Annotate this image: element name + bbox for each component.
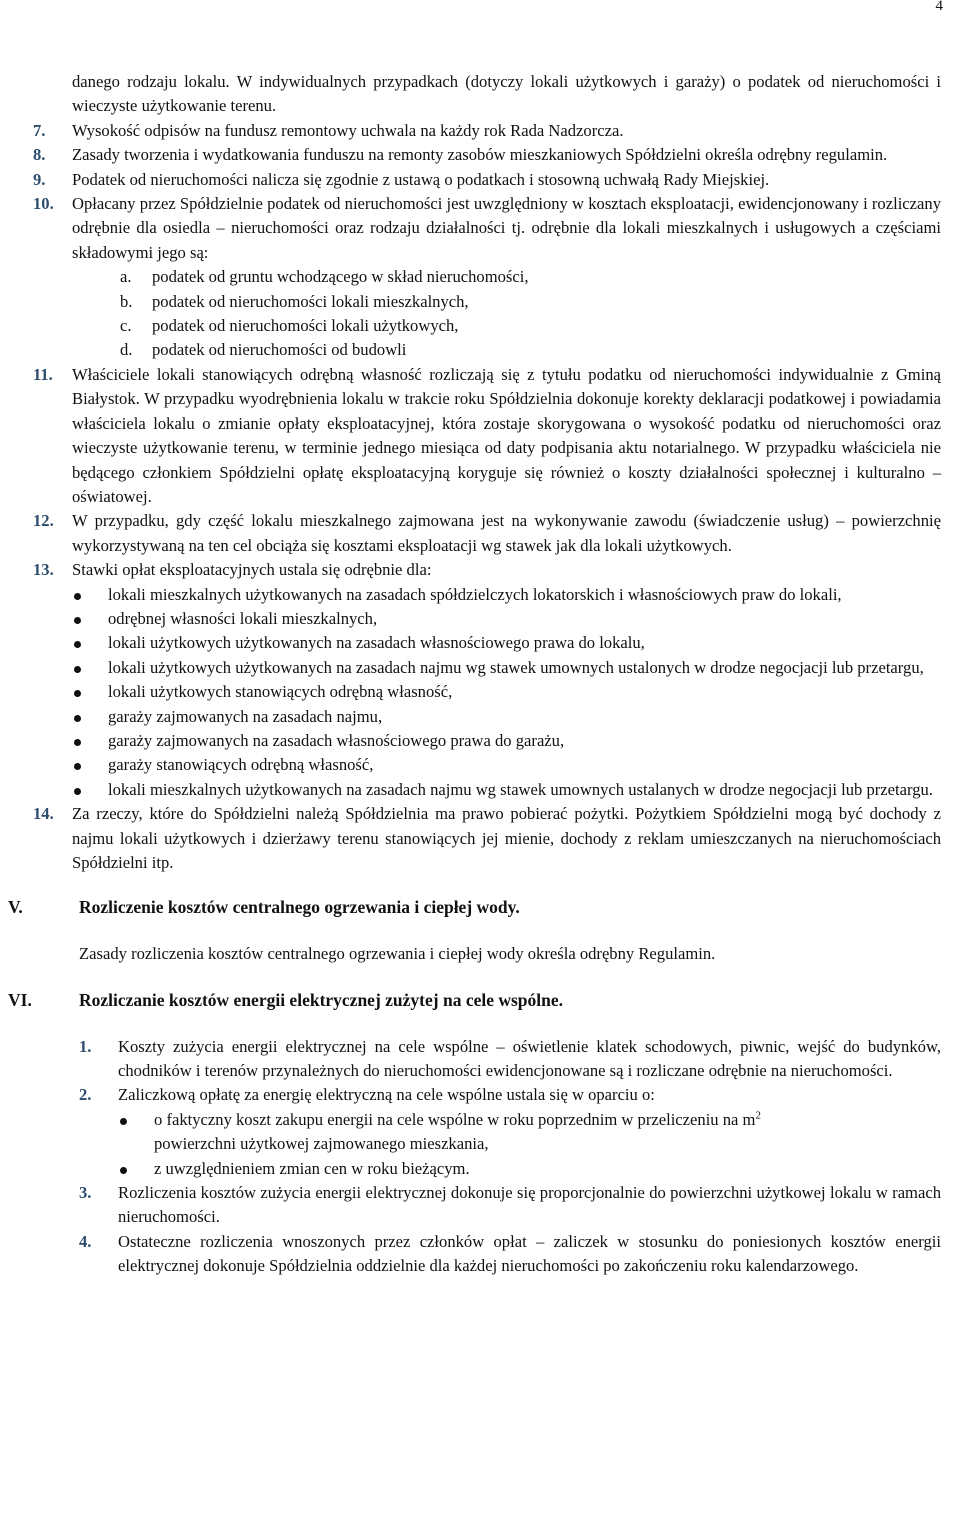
item-9 — [33, 168, 941, 192]
sub-item-b — [120, 290, 941, 314]
item-number: 9. — [33, 169, 46, 189]
sub-text: podatek od nieruchomości lokali mieszkalnych, — [152, 291, 469, 311]
bullet-item — [72, 778, 941, 802]
section-roman-numeral: VI. — [8, 990, 32, 1011]
sub-item-c — [120, 314, 941, 338]
sub-letter: c. — [120, 316, 132, 336]
section-roman-numeral: V. — [8, 897, 23, 918]
item-number: 4. — [79, 1231, 92, 1251]
item-10 — [33, 192, 941, 363]
bullet-item — [72, 729, 941, 753]
item-14 — [33, 802, 941, 875]
section-5-heading — [8, 895, 941, 919]
item-number: 8. — [33, 145, 46, 165]
bullet-icon — [72, 607, 108, 631]
bullet-icon — [118, 1108, 154, 1157]
item-number: 3. — [79, 1183, 92, 1203]
item-number: 12. — [33, 511, 54, 531]
bullet-text: garaży zajmowanych na zasadach własnościowego prawa do garażu, — [108, 730, 565, 750]
bullet-item — [72, 753, 941, 777]
item-number: 10. — [33, 194, 54, 214]
item-text: W przypadku, gdy część lokalu mieszkalnego zajmowana jest na wykonywanie zawodu (świadczenie usług) – powierzchnię wykorzystywaną na ten cel obciąża się kosztami eksploatacji wg stawek jak dla lokali użytkowych. — [72, 511, 941, 555]
section-6-list — [79, 1035, 941, 1279]
bullet-item — [72, 705, 941, 729]
item-number: 14. — [33, 804, 54, 824]
item-text: Właściciele lokali stanowiących odrębną własność rozliczają się z tytułu podatku od nieruchomości indywidualnie z Gminą Białystok. W przypadku wyodrębnienia lokalu w trakcie roku Spółdzielnia dokonuje korekty deklaracji podatkowej i powiadamia właściciela lokalu o zmianie opłaty eksploatacyjnej, która zostaje skorygowana o wysokość podatku od nieruchomości oraz wieczyste użytkowanie terenu, w terminie jednego miesiąca od daty podpisania aktu notarialnego. W przypadku właściciela nie będącego członkiem Spółdzielni opłatę eksploatacyjną koryguje się również o koszty działalności społecznej i kulturalno – oświatowej. — [72, 364, 941, 506]
item-number: 11. — [33, 364, 53, 384]
intro-paragraph: danego rodzaju lokalu. W indywidualnych przypadkach (dotyczy lokali użytkowych i garaży) o podatek od nieruchomości i wieczyste użytkowanie terenu. — [72, 72, 941, 116]
sub-letter: d. — [120, 340, 133, 360]
bullet-item — [118, 1108, 941, 1157]
bullet-text: lokali użytkowych stanowiących odrębną własność, — [108, 682, 453, 702]
bullet-item — [118, 1157, 941, 1181]
bullet-icon — [72, 680, 108, 704]
bullet-item — [72, 680, 941, 704]
item-text: Opłacany przez Spółdzielnie podatek od nieruchomości jest uwzględniony w kosztach eksploatacji, ewidencjonowany i rozliczany odrębnie dla osiedla – nieruchomości oraz rodzaju działalności tj. odrębnie dla lokali mieszkalnych i usługowych a częściami składowymi jego są: — [72, 194, 941, 262]
item-number: 2. — [79, 1085, 92, 1105]
bullet-icon — [72, 729, 108, 753]
bullet-item — [72, 631, 941, 655]
bullet-item — [72, 656, 941, 680]
bullet-text: lokali użytkowych użytkowanych na zasadach najmu wg stawek umownych ustalonych w drodze negocjacji lub przetargu, — [108, 657, 924, 677]
sub-text: podatek od nieruchomości lokali użytkowych, — [152, 316, 459, 336]
superscript: 2 — [755, 1109, 761, 1122]
item-text: Ostateczne rozliczenia wnoszonych przez członków opłat – zaliczek w stosunku do poniesionych kosztów energii elektrycznej dokonuje Spółdzielnia oddzielnie dla każdej nieruchomości po zakończeniu roku kalendarzowego. — [118, 1231, 941, 1276]
item-text: Zasady tworzenia i wydatkowania funduszu na remonty zasobów mieszkaniowych Spółdzielni określa odrębny regulamin. — [72, 145, 888, 165]
bullet-text: odrębnej własności lokali mieszkalnych, — [108, 608, 378, 628]
bullet-text: garaży zajmowanych na zasadach najmu, — [108, 706, 383, 726]
sub-item-a — [120, 265, 941, 289]
item-12 — [33, 509, 941, 558]
sub-letter: b. — [120, 291, 133, 311]
bullet-icon — [72, 753, 108, 777]
s6-item-3 — [79, 1181, 941, 1230]
bullet-rest: powierzchni użytkowej zajmowanego mieszkania, — [154, 1134, 489, 1154]
sub-item-d — [120, 338, 941, 362]
bullet-text: lokali użytkowych użytkowanych na zasadach własnościowego prawa do lokalu, — [108, 633, 645, 653]
bullet-text: lokali mieszkalnych użytkowanych na zasadach najmu wg stawek umownych ustalanych w drodze negocjacji lub przetargu. — [108, 779, 933, 799]
item-text: Podatek od nieruchomości nalicza się zgodnie z ustawą o podatkach i stosowną uchwałą Rady Miejskiej. — [72, 169, 770, 189]
s6-item-2 — [79, 1083, 941, 1181]
bullet-text: garaży stanowiących odrębną własność, — [108, 755, 374, 775]
item-text: Zaliczkową opłatę za energię elektryczną na cele wspólne ustala się w oparciu o: — [118, 1085, 655, 1105]
item-11 — [33, 363, 941, 509]
section-title: Rozliczenie kosztów centralnego ogrzewania i ciepłej wody. — [79, 897, 520, 918]
bullet-icon — [72, 656, 108, 680]
bullet-icon — [72, 583, 108, 607]
item-7 — [33, 119, 941, 143]
sub-letter: a. — [120, 267, 132, 287]
item-8 — [33, 143, 941, 167]
item-number: 1. — [79, 1036, 92, 1056]
s6-item-4 — [79, 1230, 941, 1279]
bullet-icon — [118, 1157, 154, 1181]
page-number: 4 — [935, 0, 943, 14]
item-number: 7. — [33, 120, 46, 140]
item-text: Rozliczenia kosztów zużycia energii elektrycznej dokonuje się proporcjonalnie do powierzchni użytkowej lokalu w ramach nieruchomości. — [118, 1183, 941, 1227]
section-5-body: Zasady rozliczenia kosztów centralnego ogrzewania i ciepłej wody określa odrębny Regulamin. — [79, 943, 716, 963]
bullet-text: z uwzględnieniem zmian cen w roku bieżącym. — [154, 1158, 470, 1178]
item-text: Za rzeczy, które do Spółdzielni należą Spółdzielnia ma prawo pobierać pożytki. Pożytkiem Spółdzielni mogą być dochody z najmu lokali użytkowych i dzierżawy terenu stanowiących jej mienie, dochody z reklam umieszczanych na nieruchomościach Spółdzielni itp. — [72, 804, 941, 872]
item-text: Wysokość odpisów na fundusz remontowy uchwala na każdy rok Rada Nadzorcza. — [72, 120, 624, 140]
bullet-item — [72, 607, 941, 631]
section-title: Rozliczanie kosztów energii elektrycznej zużytej na cele wspólne. — [79, 990, 564, 1011]
sub-text: podatek od nieruchomości od budowli — [152, 340, 407, 360]
bullet-text — [154, 1108, 941, 1157]
document-page — [8, 72, 941, 1279]
item-text: Koszty zużycia energii elektrycznej na cele wspólne – oświetlenie klatek schodowych, piwnic, wejść do budynków, chodników i terenów przynależnych do nieruchomości ewidencjonowane są i rozliczane odrębnie na nieruchomości. — [118, 1036, 941, 1081]
item-text: Stawki opłat eksploatacyjnych ustala się odrębnie dla: — [72, 560, 432, 580]
item-number: 13. — [33, 560, 54, 580]
bullet-main: o faktyczny koszt zakupu energii na cele wspólne w roku poprzednim w przeliczeniu na m — [154, 1109, 756, 1129]
s6-item-1 — [79, 1035, 941, 1084]
bullet-icon — [72, 778, 108, 802]
bullet-icon — [72, 631, 108, 655]
bullet-icon — [72, 705, 108, 729]
bullet-text: lokali mieszkalnych użytkowanych na zasadach spółdzielczych lokatorskich i własnościowych praw do lokali, — [108, 584, 842, 604]
section-6-heading — [8, 988, 941, 1012]
sub-text: podatek od gruntu wchodzącego w skład nieruchomości, — [152, 267, 529, 287]
item-13 — [33, 558, 941, 802]
bullet-item — [72, 583, 941, 607]
